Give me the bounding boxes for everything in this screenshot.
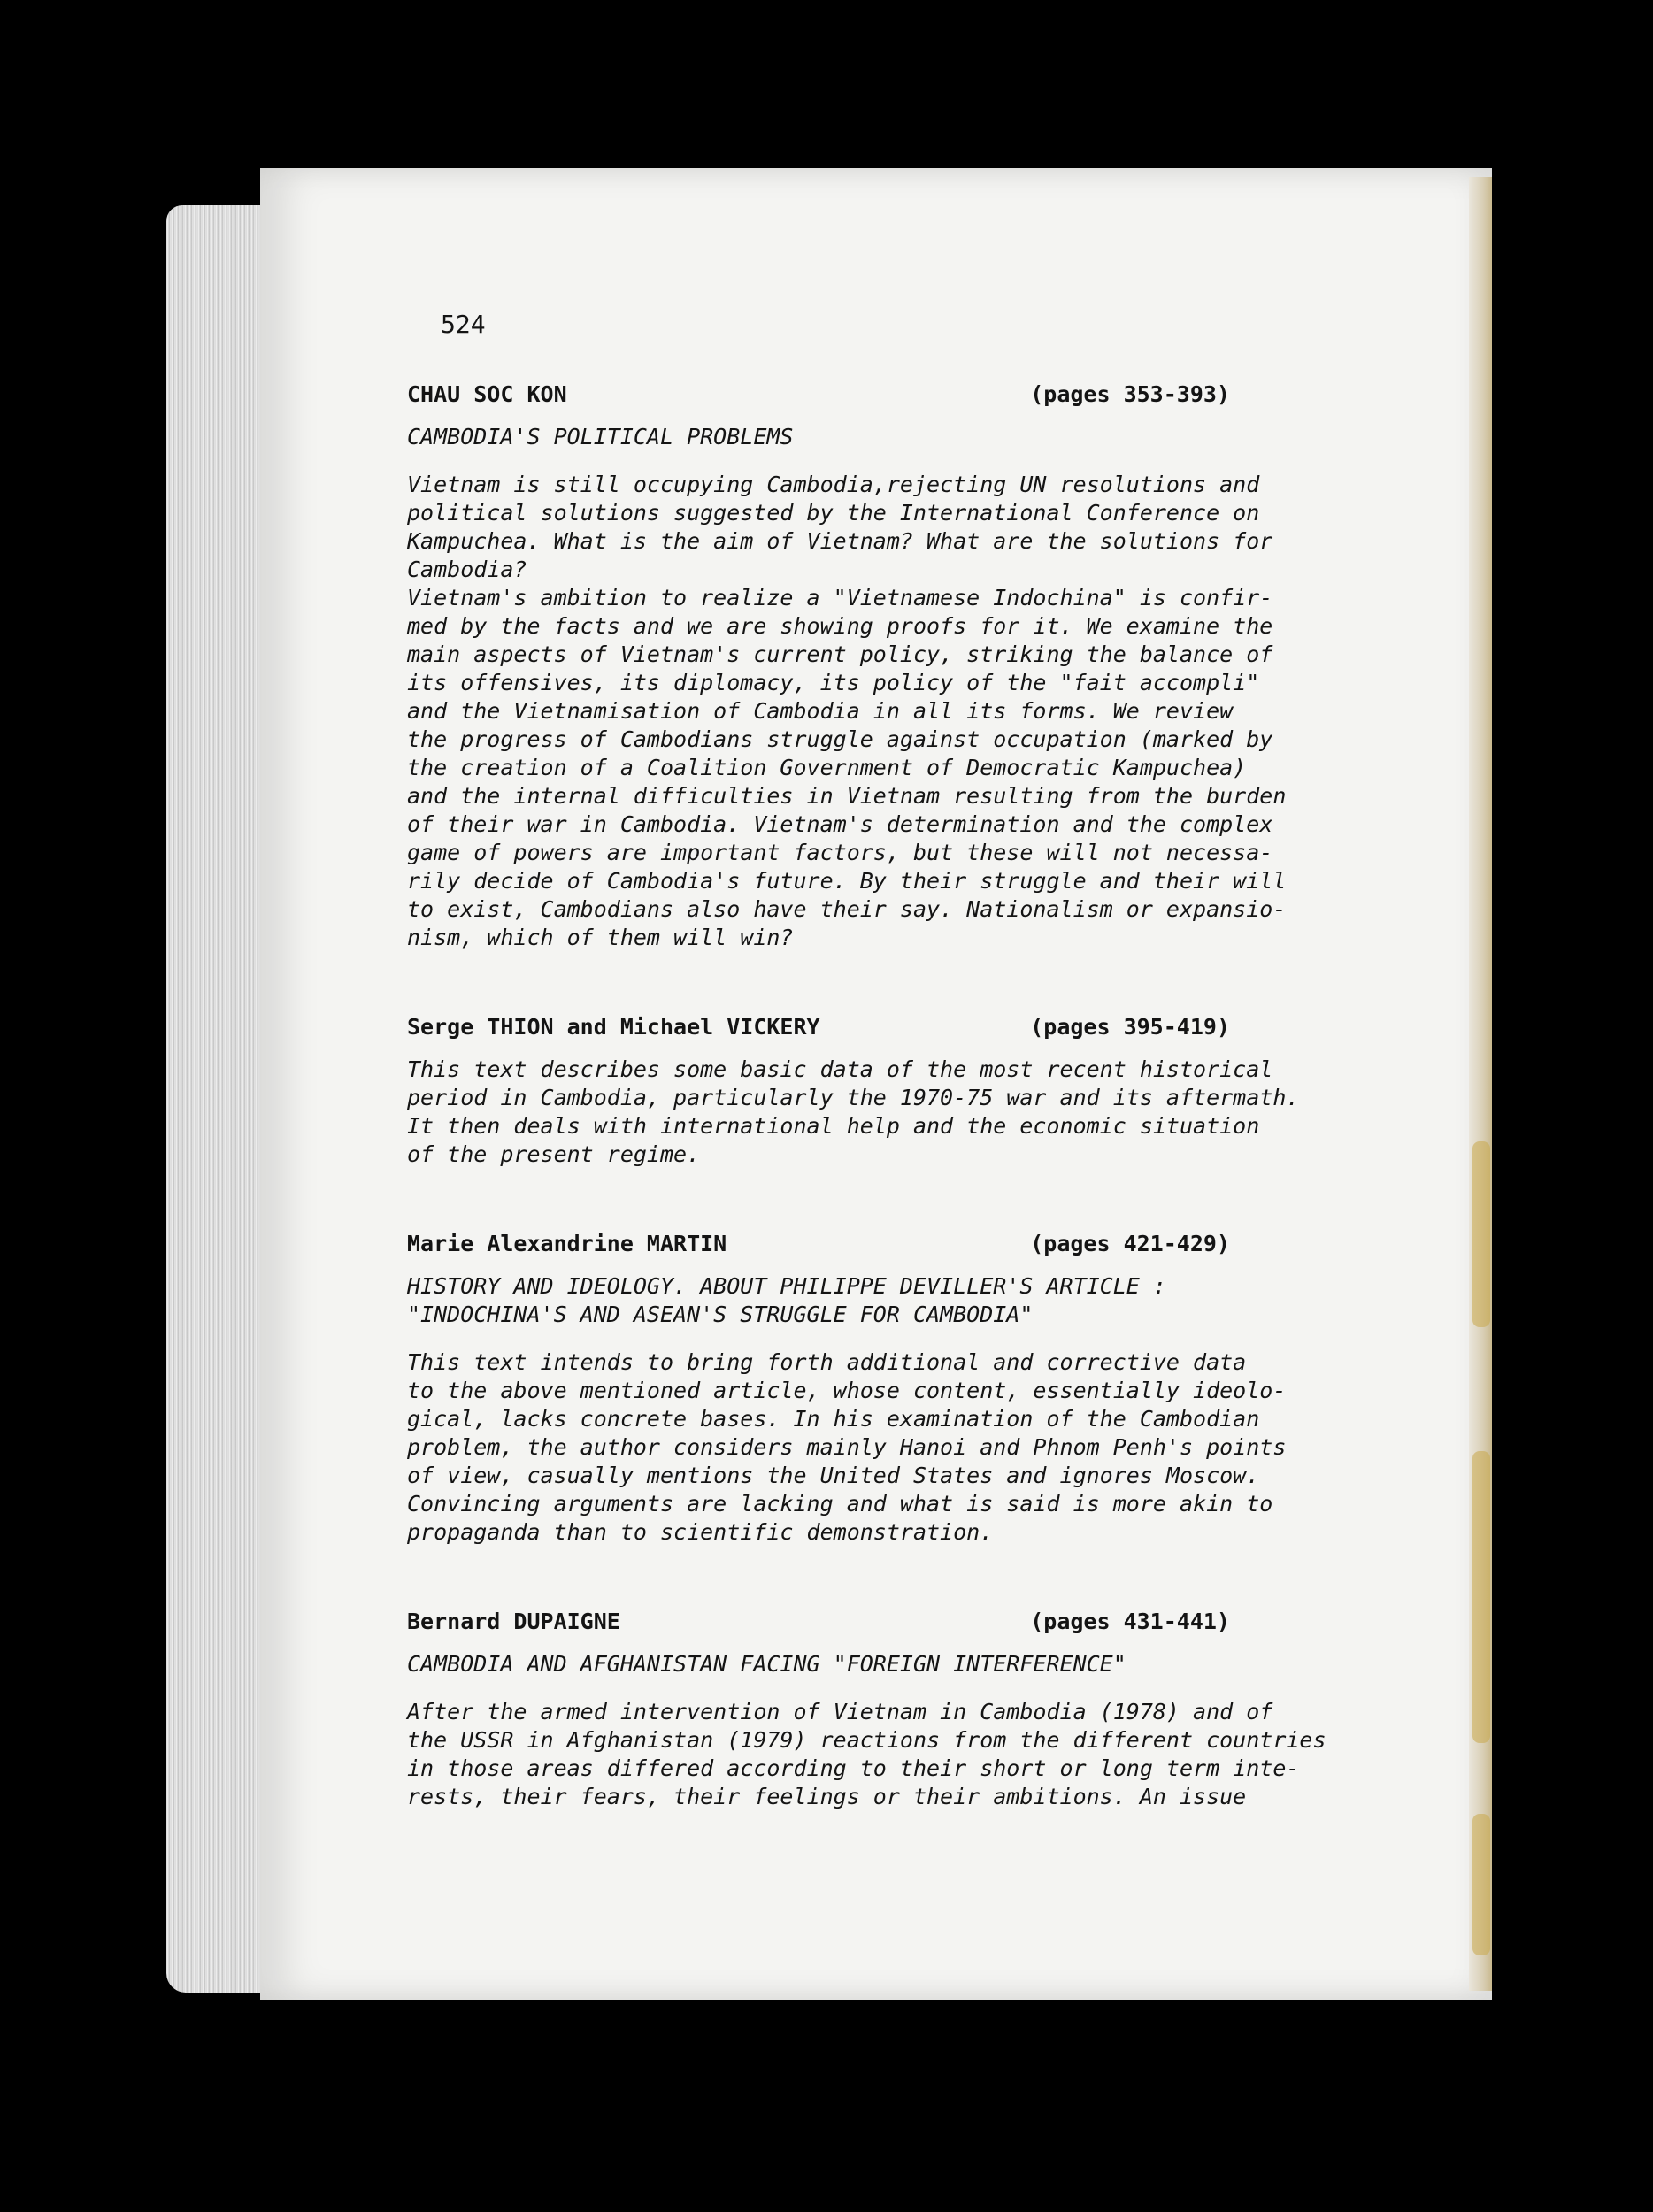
entry-header <box>407 1231 1230 1256</box>
entry-abstract: This text describes some basic data of the most recent historical period in Cambodia, particularly the 1970-75 war and its aftermath. It then deals with international help and the economic situation of the present regime. <box>407 1056 1300 1167</box>
entry-title: CAMBODIA'S POLITICAL PROBLEMS <box>407 424 794 449</box>
entry-author: Serge THION and Michael VICKERY <box>407 1014 820 1040</box>
entry-author: CHAU SOC KON <box>407 381 567 407</box>
entry-author: Bernard DUPAIGNE <box>407 1609 620 1634</box>
page-content <box>407 310 1380 1873</box>
paper-stain <box>1472 1141 1490 1327</box>
entry-abstract: After the armed intervention of Vietnam in Cambodia (1978) and of the USSR in Afghanistan (1979) reactions from the different countries in those areas differed according to their short or long term inte- rests, their fears, their feelings or their ambitions. An issue <box>407 1699 1326 1809</box>
entry-title: HISTORY AND IDEOLOGY. ABOUT PHILIPPE DEVILLER'S ARTICLE : "INDOCHINA'S AND ASEAN'S STRUGGLE FOR CAMBODIA" <box>407 1273 1166 1327</box>
paper-stain <box>1472 1451 1490 1743</box>
entry-pages: (pages 431-441) <box>1030 1609 1230 1634</box>
entry-martin <box>407 1231 1380 1547</box>
entry-dupaigne <box>407 1609 1380 1811</box>
entry-title: CAMBODIA AND AFGHANISTAN FACING "FOREIGN INTERFERENCE" <box>407 1651 1126 1677</box>
entry-author: Marie Alexandrine MARTIN <box>407 1231 727 1256</box>
paper-stain <box>1472 1814 1490 1955</box>
entry-header <box>407 1014 1230 1040</box>
entry-chau-soc-kon <box>407 381 1380 952</box>
entry-header <box>407 1609 1230 1634</box>
entry-abstract: This text intends to bring forth additional and corrective data to the above mentioned article, whose content, essentially ideolo- gical, lacks concrete bases. In his examination of the Cambodian problem, the author considers mainly Hanoi and Phnom Penh's points of view, casually mentions the United States and ignores Moscow. Convincing arguments are lacking and what is said is more akin to propaganda than to scientific demonstration. <box>407 1349 1287 1545</box>
entry-header <box>407 381 1230 407</box>
entry-pages: (pages 421-429) <box>1030 1231 1230 1256</box>
page-number: 524 <box>441 310 486 339</box>
entry-pages: (pages 353-393) <box>1030 381 1230 407</box>
entry-abstract: Vietnam is still occupying Cambodia,rejecting UN resolutions and political solutions suggested by the International Conference on Kampuchea. What is the aim of Vietnam? What are the solutions for Cambodia? Vietnam's ambition to realize a "Vietnamese Indochina" is confir- med by the facts and we are showing proofs for it. We examine the main aspects of Vietnam's current policy, striking the balance of its offensives, its diplomacy, its policy of the "fait accompli" and the Vietnamisation of Cambodia in all its forms. We review the progress of Cambodians struggle against occupation (marked by the creation of a Coalition Government of Democratic Kampuchea) and the internal difficulties in Vietnam resulting from the burden of their war in Cambodia. Vietnam's determination and the complex game of powers are important factors, but these will not necessa- rily decide of Cambodia's future. By their struggle and their will to exist, Cambodians also have their say. Nationalism or expansio- nism, which of them will win? <box>407 472 1287 950</box>
entry-pages: (pages 395-419) <box>1030 1014 1230 1040</box>
entry-thion-vickery <box>407 1014 1380 1169</box>
